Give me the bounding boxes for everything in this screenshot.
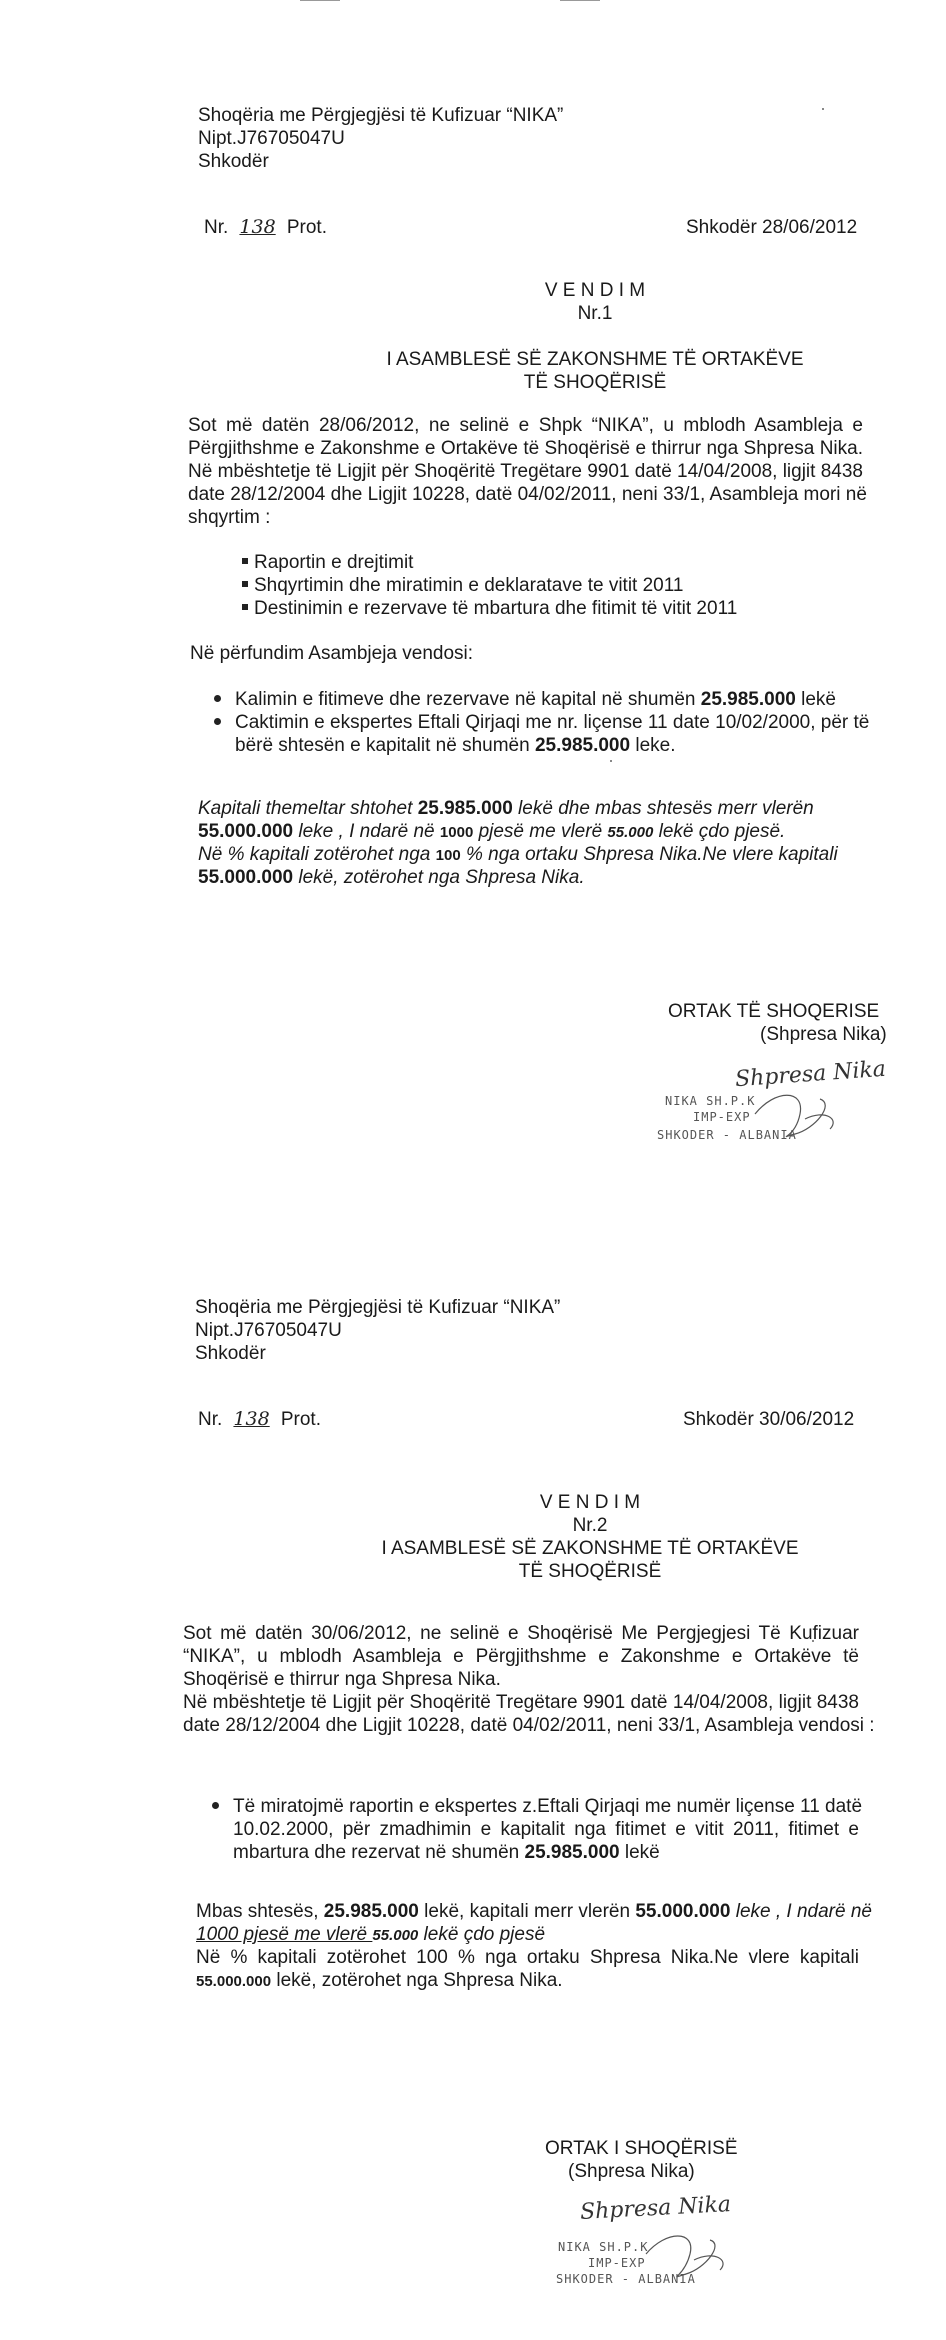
signatory-name: (Shpresa Nika) (760, 1024, 887, 1045)
company-city: Shkodër (198, 151, 269, 172)
decision-item-continued: 10.02.2000, për zmadhimin e kapitalit nga fitimet e vitit 2011, fitimet e (233, 1819, 859, 1840)
place-date: Shkodër 30/06/2012 (683, 1409, 855, 1430)
intro-line: Përgjithshme e Zakonshme e Ortakëve të Shoqërisë e thirrur nga Shpresa Nika. (188, 438, 863, 459)
agenda-item: Destinimin e rezervave të mbartura dhe fitimit të vitit 2011 (240, 597, 737, 620)
decision-number: Nr.2 (572, 1515, 608, 1536)
scan-mark (300, 0, 340, 1)
intro-line: shqyrtim : (188, 507, 271, 528)
protocol-prefix: Nr. (198, 1409, 223, 1430)
scan-mark (560, 0, 600, 1)
intro-line: date 28/12/2004 dhe Ligjit 10228, datë 04/02/2011, neni 33/1, Asambleja vendosi : (183, 1715, 875, 1736)
decision-subtitle: I ASAMBLESË SË ZAKONSHME TË ORTAKËVE (386, 349, 804, 370)
protocol-prefix: Nr. (204, 217, 229, 238)
decision-subtitle-2: TË SHOQËRISË (523, 372, 667, 393)
intro-line: Në mbështetje të Ligjit për Shoqëritë Tregëtare 9901 datë 14/04/2008, ligjit 8438 (188, 461, 863, 482)
capital-line: 1000 pjesë me vlerë 55.000 lekë çdo pjesë (196, 1924, 546, 1945)
scan-speck (822, 108, 824, 110)
capital-line: Në % kapitali zotërohet nga 100 % nga ortaku Shpresa Nika.Ne vlere kapitali (198, 844, 838, 865)
decision-item: Të miratojmë raportin e ekspertes z.Eftali Qirjaqi me numër liçense 11 datë (212, 1795, 859, 1818)
capital-line: 55.000.000 lekë, zotërohet nga Shpresa Nika. (198, 867, 585, 888)
protocol-handwritten-number: 138 (239, 216, 276, 238)
capital-line: Kapitali themeltar shtohet 25.985.000 lekë dhe mbas shtesës merr vlerën (198, 798, 814, 819)
decision-title: V E N D I M (539, 1492, 641, 1513)
protocol-suffix: Prot. (280, 1409, 321, 1430)
protocol-suffix: Prot. (286, 217, 327, 238)
signatory-role: ORTAK TË SHOQERISE (668, 1001, 880, 1022)
handwritten-signature: Shpresa Nika (579, 2192, 732, 2225)
scan-speck (610, 760, 612, 762)
decision-number: Nr.1 (577, 303, 613, 324)
signatory-role: ORTAK I SHOQËRISË (545, 2138, 738, 2159)
company-stamp: NIKA SH.P.K IMP-EXP SHKODER - ALBANIA (665, 1094, 865, 1154)
intro-line: “NIKA”, u mblodh Asambleja e Përgjithshme e Zakonshme e Ortakëve të (183, 1646, 859, 1667)
protocol-number (204, 216, 327, 239)
capital-line: Në % kapitali zotërohet 100 % nga ortaku Shpresa Nika.Ne vlere kapitali (196, 1947, 859, 1968)
company-stamp: NIKA SH.P.K IMP-EXP SHKODER - ALBANIA (548, 2240, 748, 2300)
agenda-item: Raportin e drejtimit (240, 551, 413, 574)
company-name: Shoqëria me Përgjegjësi të Kufizuar “NIKA” (198, 105, 564, 126)
decision-item-continued: bërë shtesën e kapitalit në shumën 25.985.000 leke. (235, 735, 676, 756)
signatory-name: (Shpresa Nika) (568, 2161, 695, 2182)
company-nipt: Nipt.J76705047U (198, 128, 345, 149)
intro-line: date 28/12/2004 dhe Ligjit 10228, datë 04/02/2011, neni 33/1, Asambleja mori në (188, 484, 867, 505)
decision-item-continued: mbartura dhe rezervat në shumën 25.985.000 lekë (233, 1842, 660, 1863)
intro-line: Sot më datën 30/06/2012, ne selinë e Shoqërisë Me Pergjegjesi Të Kufizuar (183, 1623, 859, 1644)
intro-line: Shoqërisë e thirrur nga Shpresa Nika. (183, 1669, 501, 1690)
decided-heading: Në përfundim Asambjeja vendosi: (190, 643, 474, 664)
decision-title: V E N D I M (544, 280, 646, 301)
capital-line: Mbas shtesës, 25.985.000 lekë, kapitali merr vlerën 55.000.000 leke , I ndarë në (196, 1901, 872, 1922)
company-city: Shkodër (195, 1343, 266, 1364)
protocol-handwritten-number: 138 (233, 1408, 270, 1430)
capital-line: 55.000.000 lekë, zotërohet nga Shpresa Nika. (196, 1970, 563, 1991)
place-date: Shkodër 28/06/2012 (686, 217, 858, 238)
stamp-scribble-icon (745, 1084, 855, 1144)
decision-subtitle: I ASAMBLESË SË ZAKONSHME TË ORTAKËVE (381, 1538, 799, 1559)
decision-subtitle-2: TË SHOQËRISË (518, 1561, 662, 1582)
company-nipt: Nipt.J76705047U (195, 1320, 342, 1341)
stamp-scribble-icon (638, 2226, 738, 2286)
protocol-number (198, 1408, 321, 1431)
decision-item: Kalimin e fitimeve dhe rezervave në kapital në shumën 25.985.000 lekë (214, 688, 836, 711)
decision-item: Caktimin e ekspertes Eftali Qirjaqi me nr. liçense 11 date 10/02/2000, për të (214, 711, 869, 734)
intro-line: Në mbështetje të Ligjit për Shoqëritë Tregëtare 9901 datë 14/04/2008, ligjit 8438 (183, 1692, 859, 1713)
company-name: Shoqëria me Përgjegjësi të Kufizuar “NIKA” (195, 1297, 561, 1318)
agenda-item: Shqyrtimin dhe miratimin e deklaratave te vitit 2011 (240, 574, 683, 597)
handwritten-signature: Shpresa Nika (734, 1056, 887, 1093)
intro-line: Sot më datën 28/06/2012, ne selinë e Shpk “NIKA”, u mblodh Asambleja e (188, 415, 863, 436)
capital-line: 55.000.000 leke , I ndarë në 1000 pjesë me vlerë 55.000 lekë çdo pjesë. (198, 821, 786, 842)
